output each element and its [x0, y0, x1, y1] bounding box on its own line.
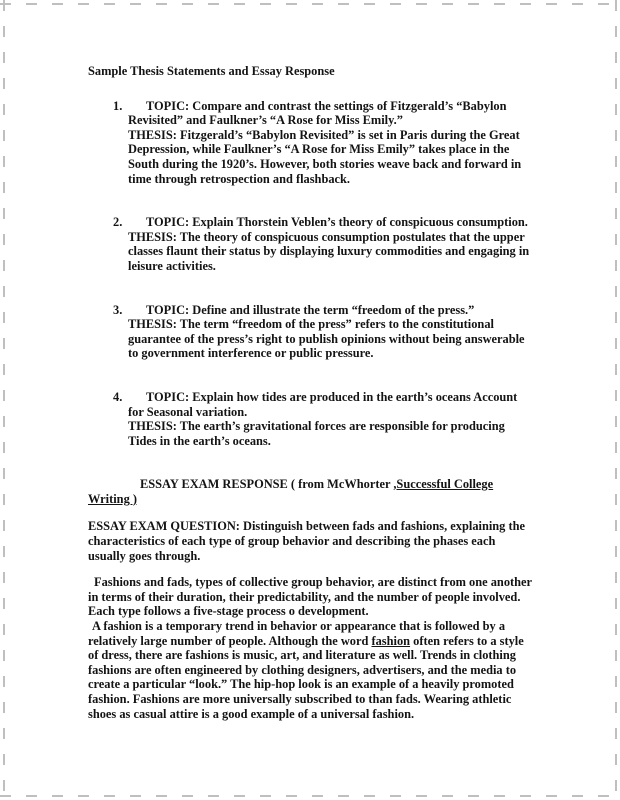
thesis-label: THESIS:	[128, 229, 177, 244]
heading-underlined-part-1: Successful College	[396, 477, 494, 492]
topic-label: TOPIC:	[146, 302, 190, 317]
thesis-label: THESIS:	[128, 317, 177, 332]
fashion-paragraph-after: often refers to a style of dress, there are fashions is music, art, and literature as well. Trends in clothing fashions are often engineered by clothing designers, advertisers, and the media to create a particular “look.” The hip-hop look is an example of a heavily promoted fashion. Fashions are more universally subscribed to than fads. Wearing athletic shoes as casual attire is a good example of a universal fashion.	[88, 633, 524, 721]
paragraph-fashion-definition	[88, 619, 534, 721]
thesis-text: The theory of conspicuous consumption postulates that the upper classes flaunt their status by displaying luxury commodities and engaging in leisure activities.	[128, 229, 530, 273]
thesis-item-1	[113, 98, 534, 187]
thesis-paragraph	[128, 128, 534, 186]
topic-text: Define and illustrate the term “freedom of the press.”	[189, 302, 475, 317]
thesis-text: Fitzgerald’s “Babylon Revisited” is set in Paris during the Great Depression, while Faulkner’s “A Rose for Miss Emily” takes place in the South during the 1920’s. However, both stories weave back and forward in time through retrospection and flashback.	[128, 127, 522, 186]
question-label: ESSAY EXAM QUESTION:	[88, 519, 240, 534]
document	[88, 64, 534, 721]
thesis-paragraph	[128, 419, 534, 448]
thesis-text: The earth’s gravitational forces are responsible for producing Tides in the earth’s oceans.	[128, 419, 505, 448]
thesis-label: THESIS:	[128, 127, 177, 142]
topic-paragraph	[128, 390, 534, 419]
topic-paragraph	[128, 215, 534, 230]
topic-paragraph	[128, 303, 534, 318]
paragraph-fads-fashions: Fashions and fads, types of collective group behavior, are distinct from one another in terms of their duration, their predictability, and the number of people involved. Each type follows a five-stage process o development.	[88, 575, 532, 619]
thesis-paragraph	[128, 317, 534, 361]
topic-text: Explain how tides are produced in the earth’s oceans Account for Seasonal variation.	[128, 389, 518, 419]
fashion-underlined-word: fashion	[371, 633, 411, 648]
topic-text: Compare and contrast the settings of Fitzgerald’s “Babylon Revisited” and Faulkner’s “A Rose for Miss Emily.”	[128, 98, 507, 128]
thesis-item-3	[113, 302, 534, 361]
thesis-item-4	[113, 389, 534, 448]
dashed-border-top	[0, 3, 620, 5]
topic-text: Explain Thorstein Veblen’s theory of conspicuous consumption.	[189, 215, 528, 230]
topic-paragraph	[128, 99, 534, 128]
thesis-items-list	[113, 98, 534, 449]
item-number: 2.	[113, 215, 123, 230]
thesis-paragraph	[128, 230, 534, 274]
fashion-paragraph-before: A fashion is a temporary trend in behavior or appearance that is followed by a relatively large number of people. Although the word	[88, 619, 506, 648]
topic-label: TOPIC:	[146, 389, 190, 404]
dashed-border-bottom	[0, 795, 620, 797]
heading-line-2	[88, 492, 534, 507]
essay-response-heading	[88, 477, 534, 506]
thesis-label: THESIS:	[128, 419, 177, 434]
item-number: 1.	[113, 98, 123, 113]
dashed-border-right	[615, 0, 617, 800]
heading-underlined-part-2: Writing )	[88, 491, 137, 506]
thesis-text: The term “freedom of the press” refers to the constitutional guarantee of the press’s right to publish opinions without being answerable to government interference or public pressure.	[128, 317, 525, 361]
heading-prefix: ESSAY EXAM RESPONSE ( from McWhorter ,	[140, 477, 397, 492]
topic-label: TOPIC:	[146, 215, 190, 230]
question-text: Distinguish between fads and fashions, explaining the characteristics of each type of group behavior and describing the phases each usually goes through.	[88, 519, 525, 563]
heading-line-1	[88, 477, 534, 492]
item-number: 4.	[113, 389, 123, 404]
document-title: Sample Thesis Statements and Essay Response	[88, 64, 335, 78]
essay-exam-question	[88, 519, 534, 563]
topic-label: TOPIC:	[146, 98, 190, 113]
dashed-border-left	[3, 0, 5, 800]
item-number: 3.	[113, 302, 123, 317]
thesis-item-2	[113, 215, 534, 273]
